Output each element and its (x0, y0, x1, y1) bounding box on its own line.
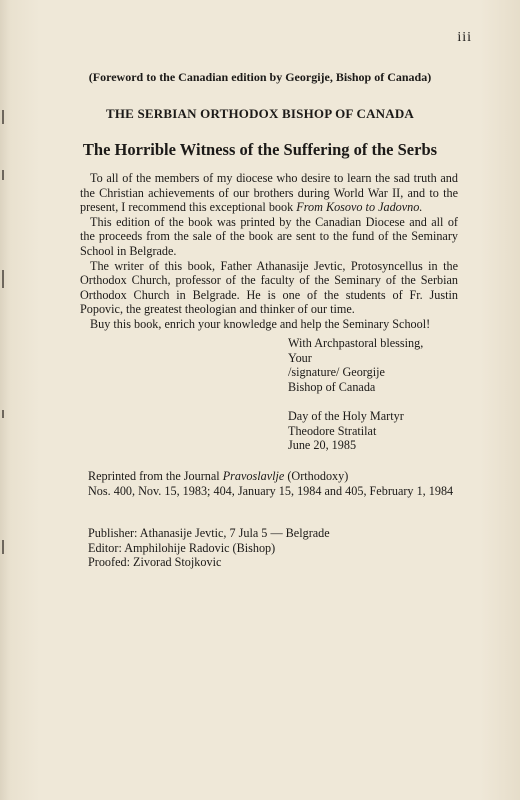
paragraph-1 (80, 171, 458, 215)
page-title: The Horrible Witness of the Suffering of the Serbs (82, 140, 438, 159)
signoff-martyr: Theodore Stratilat (288, 423, 377, 438)
signoff-day: Day of the Holy Martyr (288, 408, 404, 423)
publisher-line: Publisher: Athanasije Jevtic, 7 Jula 5 — Belgrade (88, 526, 330, 540)
publication-info (88, 526, 330, 570)
proofed-line: Proofed: Zivorad Stojkovic (88, 555, 222, 570)
paragraph-1-text: To all of the members of my diocese who desire to learn the sad truth and the Christian achievements of our brothers during World War II, and to the present, I recommend this exceptional book (80, 171, 458, 215)
foreword-note: (Foreword to the Canadian edition by Georgije, Bishop of Canada) (88, 70, 432, 84)
reprint-suffix: (Orthodoxy) (284, 469, 349, 483)
reprint-note (88, 469, 453, 499)
reprint-prefix: Reprinted from the Journal (88, 469, 223, 483)
paragraph-4: Buy this book, enrich your knowledge and help the Seminary School! (90, 316, 431, 331)
signoff-blessing: With Archpastoral blessing, (288, 336, 424, 350)
signoff-your: Your (288, 350, 312, 365)
section-heading: THE SERBIAN ORTHODOX BISHOP OF CANADA (105, 106, 415, 121)
signoff-block (288, 336, 423, 453)
journal-name: Pravoslavlje (222, 469, 285, 483)
signoff-date: June 20, 1985 (288, 438, 357, 453)
signoff-title: Bishop of Canada (288, 379, 376, 394)
editor-line: Editor: Amphilohije Radovic (Bishop) (88, 540, 276, 555)
reprint-issues: Nos. 400, Nov. 15, 1983; 404, January 15, 1984 and 405, February 1, 1984 (88, 484, 454, 498)
page-number: iii (457, 30, 472, 45)
page-edge-marks (2, 110, 5, 630)
signoff-signature: /signature/ Georgije (288, 365, 385, 380)
book-title: From Kosovo to Jadovno. (296, 200, 423, 215)
reprint-source (88, 469, 453, 484)
foreword-body (80, 171, 458, 332)
paragraph-2: This edition of the book was printed by the Canadian Diocese and all of the proceeds from the sale of the book are sent to the fund of the Seminary School in Belgrade. (80, 214, 458, 258)
paragraph-3: The writer of this book, Father Athanasije Jevtic, Protosyncellus in the Orthodox Church, professor of the faculty of the Seminary of the Serbian Orthodox Church in Belgrade. He is one of the students of Fr. Justin Popovic, the greatest theologian and thinker of our time. (80, 258, 458, 317)
